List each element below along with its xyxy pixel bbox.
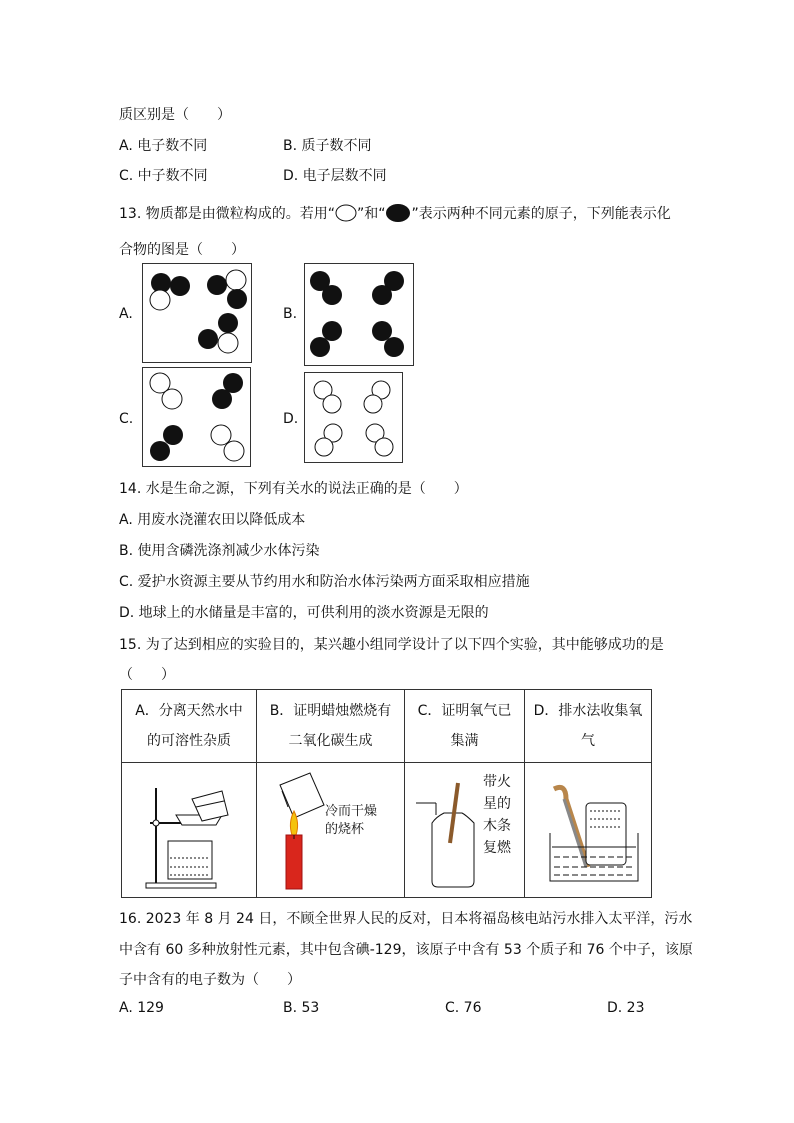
q14-option-b[interactable]: B. 使用含磷洗涤剂减少水体污染 [119,543,320,559]
q16-option-b[interactable]: B. 53 [283,1000,320,1016]
q15-label-c [483,771,511,859]
molecule-diagram-d [305,373,402,462]
q15-option-a-line1: A．分离天然水中 [135,703,243,719]
q15-apparatus-c [405,763,525,898]
q12-stem-tail: 质区别是（ ） [119,107,231,123]
black-atom-icon [385,203,411,223]
q12-option-d[interactable]: D. 电子层数不同 [283,168,387,184]
q15-label-b-line2: 的烧杯 [325,822,365,837]
white-atom-icon [335,204,357,222]
q16-stem-line2: 中含有 60 多种放射性元素，其中包含碘-129，该原子中含有 53 个质子和 76 个中子，该原 [119,942,693,958]
q13-figure-a[interactable] [142,263,252,363]
q15-label-c-line3: 木条 [483,818,511,834]
q15-option-c-line2: 集满 [450,733,479,749]
q16-option-a[interactable]: A. 129 [119,1000,164,1016]
q13-label-b[interactable]: B. [283,306,298,322]
q13-label-c[interactable]: C. [119,411,134,427]
q15-option-b-line2: 二氧化碳生成 [288,733,373,749]
molecule-diagram-a [143,264,251,362]
q15-option-d-line2: 气 [581,733,595,749]
q15-label-b [325,803,377,839]
q15-option-c-line1: C．证明氧气已 [417,703,512,719]
q15-option-b-line1: B．证明蜡烛燃烧有 [269,703,392,719]
q14-stem: 14. 水是生命之源，下列有关水的说法正确的是（ ） [119,481,468,497]
q13-stem-part1: 13. 物质都是由微粒构成的。若用“ [119,206,335,222]
molecule-diagram-c [143,368,250,466]
q13-figure-d[interactable] [304,372,403,463]
q13-stem-part2: ”和“ [356,206,386,222]
q12-option-a[interactable]: A. 电子数不同 [119,138,208,154]
q15-option-d-cell[interactable] [525,690,652,763]
q13-figure-b[interactable] [304,263,414,366]
q15-experiment-table [121,689,652,898]
q13-figure-c[interactable] [142,367,251,467]
q16-option-c[interactable]: C. 76 [445,1000,482,1016]
q15-option-c-cell[interactable] [405,690,525,763]
q13-stem-line2: 合物的图是（ ） [119,242,245,258]
q15-stem-line2: （ ） [119,667,175,683]
molecule-diagram-b [305,264,413,365]
q15-apparatus-d [525,763,652,898]
q15-option-d-line1: D．排水法收集氧 [533,703,643,719]
q15-apparatus-a [122,763,257,898]
q14-option-a[interactable]: A. 用废水浇灌农田以降低成本 [119,512,306,528]
q15-label-c-line2: 星的 [483,796,511,812]
q13-label-a[interactable]: A. [119,306,133,322]
q15-apparatus-b [257,763,405,898]
q15-label-c-line1: 带火 [483,774,511,790]
q15-option-b-cell[interactable] [257,690,405,763]
q13-label-d[interactable]: D. [283,411,299,427]
q16-stem-line3: 子中含有的电子数为（ ） [119,972,301,988]
q15-option-a-line2: 的可溶性杂质 [147,733,231,749]
q13-stem-line1 [119,203,671,223]
water-displacement-icon [526,763,651,893]
q16-option-d[interactable]: D. 23 [607,1000,645,1016]
q15-label-b-line1: 冷而干燥 [325,804,378,819]
q16-stem-line1: 16. 2023 年 8 月 24 日，不顾全世界人民的反对，日本将福岛核电站污水排入太平洋，污水 [119,911,693,927]
q15-stem-line1: 15. 为了达到相应的实验目的，某兴趣小组同学设计了以下四个实验，其中能够成功的是 [119,637,664,653]
q13-stem-part3: ”表示两种不同元素的原子，下列能表示化 [411,206,671,222]
q12-option-c[interactable]: C. 中子数不同 [119,168,208,184]
q15-option-a-cell[interactable] [122,690,257,763]
q14-option-c[interactable]: C. 爱护水资源主要从节约用水和防治水体污染两方面采取相应措施 [119,574,530,590]
q12-option-b[interactable]: B. 质子数不同 [283,138,372,154]
q14-option-d[interactable]: D. 地球上的水储量是丰富的，可供利用的淡水资源是无限的 [119,605,489,621]
evaporation-apparatus-icon [124,763,254,893]
q15-label-c-line4: 复燃 [483,840,511,856]
